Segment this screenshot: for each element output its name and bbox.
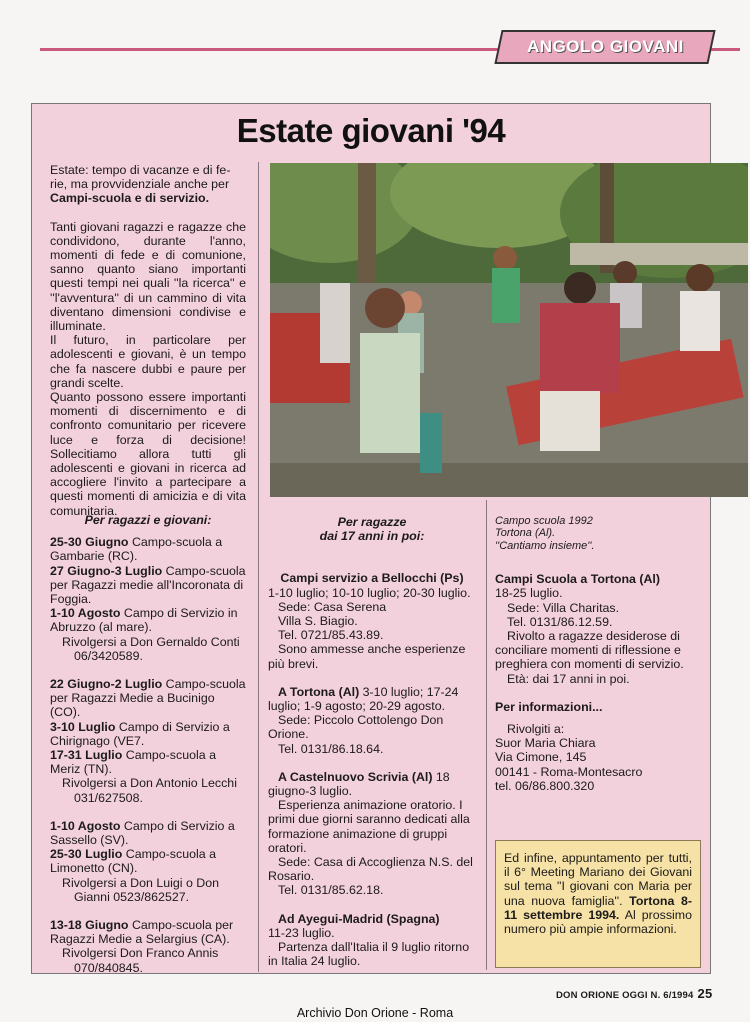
- intro-p4: Quanto possono essere importanti momenti di discernimento e di confronto comunitario per ricevere luce e forza di decisione! Sollecitiamo allora tutti gli adolescenti e giovani in ricerca ad accogliere l'invito a partecipare a questi momenti di amicizia e di vita comunitaria.: [50, 390, 246, 518]
- group-photo: [270, 163, 748, 497]
- meeting-text: Ed infine, appuntamento per tutti, il 6° Meeting Mariano dei Giovani sul tema ''I giovani con Maria per una nuova famiglia''.: [504, 851, 692, 908]
- event-text: Campo-scuola a Gambarie (RC).: [50, 535, 223, 564]
- event-text: Campo-scuola per Ragazzi medie all'Incoronata di Foggia.: [50, 563, 246, 607]
- intro-p3: Il futuro, in particolare per adolescenti e giovani, è un tempo che fa nascere dubbi e paure per grandi scelte.: [50, 333, 246, 390]
- event-date: 25-30 Luglio: [50, 847, 123, 862]
- girls-heading-b: dai 17 anni in poi:: [319, 529, 425, 544]
- block-tel: Tel. 0721/85.43.89.: [278, 628, 384, 643]
- tortona-events: [495, 515, 703, 793]
- info-line: Via Cimone, 145: [495, 750, 587, 765]
- meeting-text2: Al prossimo numero più ampie informazioni.: [504, 907, 693, 937]
- info-line: Rivolgiti a:: [507, 722, 565, 737]
- block-sede: Sede: Piccolo Cottolengo Don Orione.: [268, 713, 444, 742]
- event-contact: Rivolgersi a Don Gernaldo Conti 06/3420589.: [62, 634, 240, 663]
- intro-text: [50, 163, 246, 518]
- event-date: 1-10 Agosto: [50, 818, 121, 833]
- meeting-date: Tortona 8-11 settembre 1994.: [504, 893, 693, 922]
- info-line: 00141 - Roma-Montesacro: [495, 764, 643, 779]
- info-line: Suor Maria Chiara: [495, 736, 596, 751]
- block-tel: Tel. 0131/85.62.18.: [278, 883, 384, 898]
- block-title: A Castelnuovo Scrivia (Al): [278, 769, 433, 784]
- block-desc: Rivolto a ragazze desiderose di conciliare momenti di riflessione e preghiera con momenti di servizio.: [495, 629, 684, 672]
- block-addr: Villa S. Biagio.: [278, 614, 358, 629]
- photo-caption-2: Tortona (Al).: [495, 527, 556, 540]
- event-contact: Rivolgersi a Don Luigi o Don Gianni 0523/862527.: [62, 875, 220, 904]
- block-tel: Tel. 0131/86.12.59.: [507, 614, 613, 629]
- block-desc: Esperienza animazione oratorio. I primi due giorni saranno dedicati alla formazione animazione di gruppi oratori.: [268, 798, 470, 855]
- photo-caption-3: ''Cantiamo insieme''.: [495, 539, 595, 552]
- event-text: Campo-scuola per Ragazzi Medie a Selargius (CA).: [50, 918, 234, 947]
- event-contact: Rivolgersi a Don Antonio Lecchi 031/627508.: [62, 776, 237, 805]
- block-title: Campi servizio a Bellocchi (Ps): [280, 571, 464, 586]
- event-text: Campo di Servizio a Sassello (SV).: [50, 818, 235, 848]
- event-contact: Rivolgersi Don Franco Annis 070/840845.: [62, 946, 219, 975]
- page-number: 25: [697, 986, 713, 1001]
- block-dates: 18 giugno-3 luglio.: [268, 769, 450, 799]
- info-line: tel. 06/86.800.320: [495, 778, 595, 793]
- event-text: Campo-scuola per Ragazzi Medie a Bucinigo (CO).: [50, 677, 246, 720]
- section-tag: [494, 30, 715, 64]
- event-text: Campo-scuola a Limonetto (CN).: [50, 847, 216, 876]
- meeting-box: [495, 840, 701, 968]
- block-sede: Sede: Casa di Accoglienza N.S. del Rosario.: [268, 855, 473, 884]
- page-title: Estate giovani '94: [236, 112, 506, 149]
- block-sede: Sede: Casa Serena: [278, 599, 387, 614]
- section-label: ANGOLO GIOVANI: [526, 37, 684, 56]
- photo-illustration: [270, 163, 748, 497]
- block-dates: 1-10 luglio; 10-10 luglio; 20-30 luglio.: [268, 585, 471, 600]
- block-dates: 11-23 luglio.: [268, 925, 335, 940]
- event-text: Campo di Servizio in Abruzzo (al mare).: [50, 606, 238, 635]
- magazine-name: DON ORIONE OGGI N. 6/1994: [556, 990, 694, 1001]
- event-date: 1-10 Agosto: [50, 606, 121, 621]
- event-date: 17-31 Luglio: [50, 748, 123, 763]
- event-date: 27 Giugno-3 Luglio: [50, 563, 163, 578]
- block-tel: Tel. 0131/86.18.64.: [278, 741, 384, 756]
- block-age: Età: dai 17 anni in poi.: [507, 671, 630, 686]
- block-note: Sono ammesse anche esperienze più brevi.: [268, 642, 466, 671]
- youth-heading: Per ragazzi e giovani:: [84, 513, 212, 527]
- youth-events: [50, 513, 246, 975]
- girls-heading-a: Per ragazze: [337, 515, 407, 529]
- column-rule-left: [258, 162, 259, 972]
- event-date: 25-30 Giugno: [50, 535, 129, 550]
- archive-label: Archivio Don Orione - Roma: [296, 1006, 454, 1020]
- event-date: 22 Giugno-2 Luglio: [50, 677, 163, 692]
- block-dates: 3-10 luglio; 17-24 luglio; 1-9 agosto; 20-29 agosto.: [268, 684, 459, 714]
- block-dates: 18-25 luglio.: [495, 586, 563, 601]
- intro-p2: Tanti giovani ragazzi e ragazze che condividono, durante l'anno, momenti di fede e di comunione, sanno quanto siano importanti questi tempi nei quali ''la ricerca'' e ''l'avventura'' di un cammino di vita diventano dimensioni condivise e illuminate.: [50, 219, 246, 334]
- event-text: Campo-scuola a Meriz (TN).: [50, 748, 216, 777]
- block-title: Campi Scuola a Tortona (Al): [495, 572, 660, 587]
- column-rule-right: [486, 500, 487, 970]
- page-footer: [556, 986, 712, 1001]
- event-text: Campo di Servizio a Chirignago (VE7.: [50, 719, 230, 748]
- block-title: Ad Ayegui-Madrid (Spagna): [278, 911, 440, 926]
- intro-p1b: rie, ma provvidenziale anche per: [50, 177, 230, 192]
- event-date: 13-18 Giugno: [50, 918, 129, 933]
- event-date: 3-10 Luglio: [50, 719, 116, 734]
- block-sede: Sede: Villa Charitas.: [507, 600, 620, 615]
- photo-caption-1: Campo scuola 1992: [495, 515, 593, 527]
- block-note: Partenza dall'Italia il 9 luglio ritorno in Italia 24 luglio.: [268, 940, 470, 969]
- block-title: A Tortona (Al): [278, 684, 360, 699]
- girls-events: [268, 515, 476, 968]
- intro-p1c: Campi-scuola e di servizio.: [50, 191, 210, 206]
- intro-p1a: Estate: tempo di vacanze e di fe-: [50, 163, 231, 177]
- info-heading: Per informazioni...: [495, 699, 603, 714]
